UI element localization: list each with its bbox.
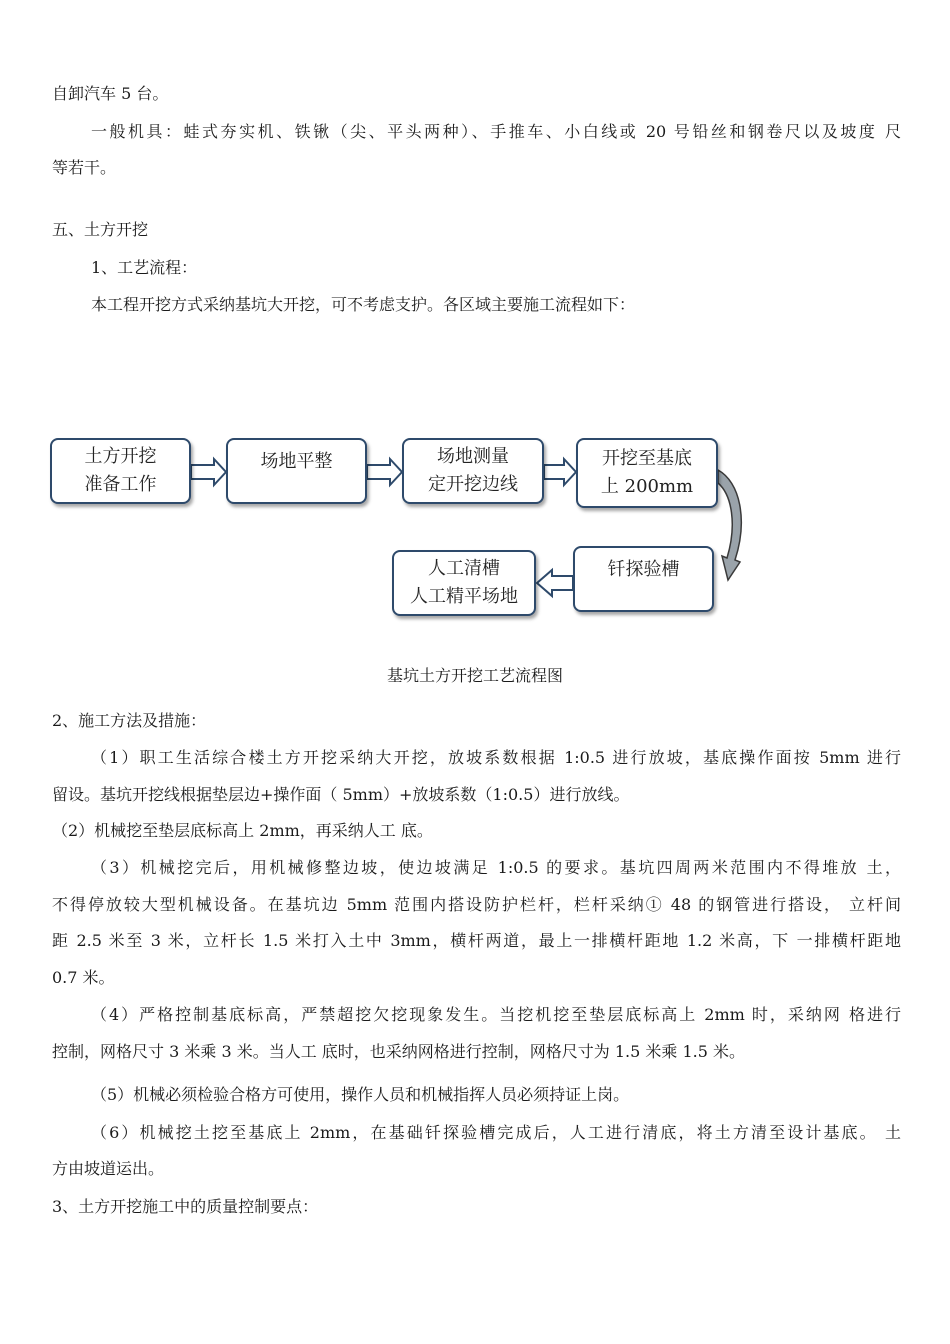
flow-step-text: 上 200mm [600,476,694,497]
process-intro: 本工程开挖方式采纳基坑大开挖，可不考虑支护。各区域主要施工流程如下： [91,295,636,314]
paragraph-2: （2）机械挖至垫层底标高上 2mm，再采纳人工 底。 [52,821,433,840]
paragraph-3-line-3: 距 2.5 米至 3 米，立杆长 1.5 米打入土中 3mm，横杆两道，最上一排横杆距地 1.2 米高，下 一排横杆距地 [52,931,901,950]
flow-step-text: 准备工作 [84,474,157,495]
paragraph-3-line-1: （3）机械挖完后，用机械修整边坡，使边坡满足 1:0.5 的要求。基坑四周两米范围内不得堆放 土， [91,858,901,877]
intro-line: 自卸汽车 5 台。 [52,84,169,103]
section-3-heading: 3、土方开挖施工中的质量控制要点： [52,1197,319,1216]
tools-line-2: 等若干。 [52,158,117,177]
flow-step-text: 开挖至基底 [602,448,692,469]
flow-step-inspect [573,546,714,612]
paragraph-3-line-4: 0.7 米。 [52,968,115,987]
flowchart [0,0,950,660]
flow-step-manual-clean [392,550,536,616]
flow-step-prepare [50,438,191,504]
paragraph-3-line-2: 不得停放较大型机械设备。在基坑边 5mm 范围内搭设防护栏杆，栏杆采纳① 48 的钢管进行搭设， 立杆间 [52,895,901,914]
flow-step-text: 定开挖边线 [428,474,518,495]
curved-down-arrow [718,470,741,580]
arrow-right-3 [544,459,576,485]
section-5-heading: 五、土方开挖 [52,220,149,239]
paragraph-5: （5）机械必须检验合格方可使用，操作人员和机械指挥人员必须持证上岗。 [91,1085,630,1104]
flow-step-level-site [226,438,367,504]
flow-step-text: 人工精平场地 [410,586,518,607]
paragraph-6-line-1: （6）机械挖土挖至基底上 2mm，在基础钎探验槽完成后，人工进行清底，将土方清至设计基底。 土 [91,1123,901,1142]
paragraph-1-line-1: （1）职工生活综合楼土方开挖采纳大开挖，放坡系数根据 1:0.5 进行放坡，基底操作面按 5mm 进行 [91,748,901,767]
arrow-left-1 [537,570,573,596]
flow-step-text: 场地平整 [260,451,333,472]
paragraph-4-line-2: 控制，网格尺寸 3 米乘 3 米。当人工 底时，也采纳网格进行控制，网格尺寸为 1.5 米乘 1.5 米。 [52,1042,746,1061]
flow-step-text: 人工清槽 [428,558,500,579]
paragraph-1-line-2: 留设。基坑开挖线根据垫层边+操作面（ 5mm）+放坡系数（1:0.5）进行放线。 [52,785,630,804]
flow-step-survey [402,438,544,504]
section-2-heading: 2、施工方法及措施： [52,711,207,730]
process-heading: 1、工艺流程： [91,258,198,277]
flow-step-excavate [576,438,718,508]
tools-line-1: 一般机具：蛙式夯实机、铁锹（尖、平头两种）、手推车、小白线或 20 号铅丝和钢卷尺以及坡度 尺 [91,122,901,141]
flow-step-text: 场地测量 [437,446,509,467]
paragraph-6-line-2: 方由坡道运出。 [52,1159,165,1178]
flow-step-text: 土方开挖 [84,446,157,467]
flowchart-caption: 基坑土方开挖工艺流程图 [386,666,563,685]
paragraph-4-line-1: （4）严格控制基底标高，严禁超挖欠挖现象发生。当挖机挖至垫层底标高上 2mm 时，采纳网 格进行 [91,1005,901,1024]
arrow-right-2 [367,459,402,485]
flow-step-text: 钎探验槽 [607,559,680,580]
arrow-right-1 [191,459,226,485]
